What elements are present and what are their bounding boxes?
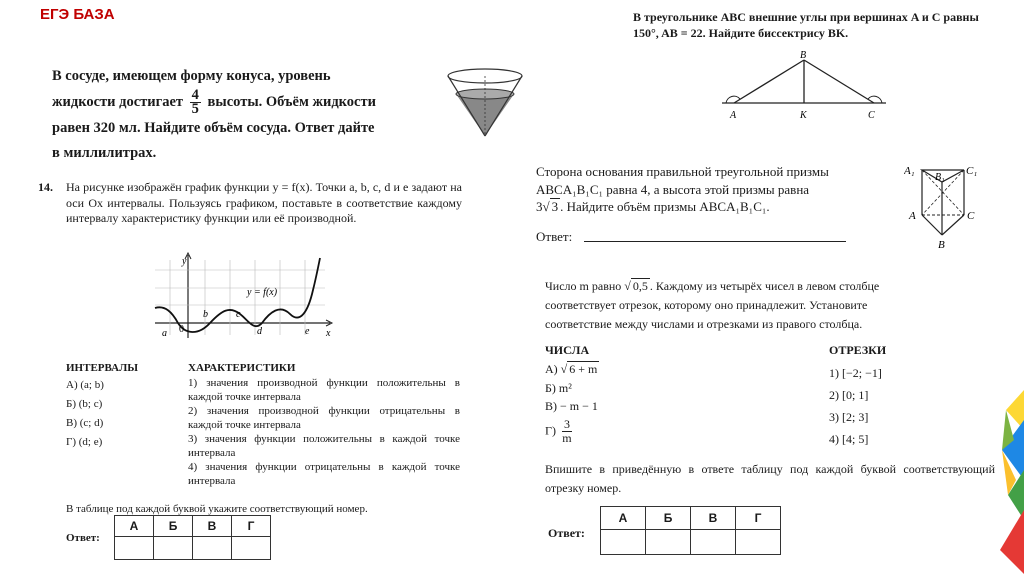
interval-item: Г) (d; e) bbox=[66, 436, 103, 448]
segment-item: 1) [−2; −1] bbox=[829, 366, 882, 380]
letter-cell: Г bbox=[232, 516, 271, 537]
number-item-c bbox=[545, 399, 598, 415]
cone-line-4: в миллилитрах. bbox=[52, 145, 157, 161]
fraction-4-5 bbox=[190, 89, 201, 116]
number-item-b bbox=[545, 381, 572, 397]
numbers-line-1-pre: Число m равно bbox=[545, 279, 622, 293]
number-c-expr: − m − 1 bbox=[560, 399, 598, 413]
triangle-text bbox=[633, 10, 1003, 41]
graph-point-c: c bbox=[236, 309, 241, 320]
triangle-line-1: В треугольнике ABC внешние углы при вершинах A и C равны bbox=[633, 10, 979, 24]
intervals-list bbox=[66, 376, 104, 452]
chars-header: ХАРАКТЕРИСТИКИ bbox=[188, 362, 296, 374]
number-d-den: m bbox=[562, 431, 572, 445]
interval-item: Б) (b; c) bbox=[66, 398, 103, 410]
table-instruction: В таблице под каждой буквой укажите соответствующий номер. bbox=[66, 503, 368, 515]
answer-table-numbers bbox=[600, 506, 781, 555]
char-item: 3) значения функции положительны в каждой точке интервала bbox=[188, 433, 460, 459]
prism-label-b: B bbox=[938, 239, 945, 251]
graph-zero: 0 bbox=[179, 324, 184, 335]
segments-col-header: ОТРЕЗКИ bbox=[829, 343, 887, 357]
graph-point-d: d bbox=[257, 326, 262, 337]
answer-cell[interactable] bbox=[601, 530, 646, 555]
tri-label-k: K bbox=[800, 110, 807, 121]
graph-point-b: b bbox=[203, 309, 208, 320]
letter-cell: В bbox=[691, 507, 736, 530]
tri-label-c: C bbox=[868, 110, 875, 121]
answer-table-14 bbox=[114, 515, 271, 560]
prism-line-2: ABCA₁B₁C₁ равна 4, а высота этой призмы равна bbox=[536, 181, 810, 197]
cone-line-2 bbox=[52, 89, 402, 116]
number-c-label: В) bbox=[545, 399, 557, 413]
segment-item: 3) [2; 3] bbox=[829, 410, 869, 424]
page-title: ЕГЭ БАЗА bbox=[40, 6, 115, 23]
numbers-line-3: соответствие между числами и отрезками из правого столбца. bbox=[545, 317, 863, 331]
letter-cell: В bbox=[193, 516, 232, 537]
numbers-instruction: Впишите в приведённую в ответе таблицу под каждой буквой соответствующий отрезку номер. bbox=[545, 462, 995, 495]
answer-cell[interactable] bbox=[736, 530, 781, 555]
prism-text bbox=[536, 163, 892, 216]
intervals-header: ИНТЕРВАЛЫ bbox=[66, 362, 139, 374]
numbers-text bbox=[545, 277, 995, 334]
char-item: 4) значения функции отрицательны в каждой точке интервала bbox=[188, 461, 460, 487]
tri-label-a: A bbox=[730, 110, 737, 121]
numbers-root: 0,5 bbox=[632, 279, 648, 293]
prism-answer-label: Ответ: bbox=[536, 229, 573, 244]
graph-point-e: e bbox=[305, 326, 310, 337]
letter-cell: Б bbox=[646, 507, 691, 530]
tri-label-b: B bbox=[800, 50, 807, 61]
prism-line-3: 3√ 3 . Найдите объём призмы ABCA₁B₁C₁. bbox=[536, 199, 770, 214]
decorative-corner-graphic bbox=[994, 390, 1024, 574]
number-item-d bbox=[545, 418, 575, 445]
triangle-figure bbox=[716, 48, 892, 124]
segment-item: 4) [4; 5] bbox=[829, 432, 869, 446]
number-a-expr: 6 + m bbox=[569, 362, 598, 376]
cone-line-2-post: высоты. Объём жидкости bbox=[207, 93, 376, 110]
prism-label-c1: C₁ bbox=[966, 165, 978, 177]
number-d-label: Г) bbox=[545, 423, 556, 438]
number-item-a: А) √ 6 + m bbox=[545, 362, 598, 376]
graph-func-label: y = f(x) bbox=[247, 287, 278, 298]
numbers-col-header: ЧИСЛА bbox=[545, 343, 590, 357]
numbers-line-1-post: . Каждому из четырёх чисел в левом столбце bbox=[649, 279, 880, 293]
answer-cell[interactable] bbox=[154, 537, 193, 560]
number-a-label: А) bbox=[545, 362, 558, 376]
task-cone-text bbox=[52, 64, 402, 166]
frac-den: 5 bbox=[191, 101, 199, 117]
prism-label-b1: B₁ bbox=[935, 172, 945, 183]
answer-cell[interactable] bbox=[691, 530, 736, 555]
prism-label-a: A bbox=[909, 210, 916, 222]
graph-point-a: a bbox=[162, 328, 167, 339]
function-graph bbox=[150, 250, 340, 340]
answer-cell[interactable] bbox=[193, 537, 232, 560]
prism-h-coef: 3 bbox=[536, 199, 543, 214]
cone-line-2-pre: жидкости достигает bbox=[52, 93, 184, 110]
cone-line-1: В сосуде, имеющем форму конуса, уровень bbox=[52, 68, 331, 84]
number-d-num: 3 bbox=[563, 417, 570, 431]
graph-x-label: x bbox=[326, 328, 331, 339]
cone-figure bbox=[440, 66, 530, 140]
letter-cell: А bbox=[115, 516, 154, 537]
task14-text: На рисунке изображён график функции y = f(x). Точки a, b, c, d и e задают на оси Ox интервалы. Пользуясь графиком, поставьте в соответствие каждому интервалу характеристику функции или её производной. bbox=[66, 180, 462, 225]
triangle-line-2: 150°, AB = 22. Найдите биссектрису BK. bbox=[633, 25, 849, 40]
number-b-label: Б) bbox=[545, 381, 556, 395]
chars-list bbox=[188, 376, 460, 488]
answer-cell[interactable] bbox=[646, 530, 691, 555]
letter-cell: Г bbox=[736, 507, 781, 530]
segment-item: 2) [0; 1] bbox=[829, 388, 869, 402]
prism-answer-line[interactable] bbox=[584, 241, 846, 242]
prism-figure bbox=[904, 160, 986, 252]
graph-y-label: y bbox=[182, 256, 187, 267]
answer-label-numbers: Ответ: bbox=[548, 526, 585, 540]
cone-line-3: равен 320 мл. Найдите объём сосуда. Ответ дайте bbox=[52, 120, 375, 136]
answer-label-14: Ответ: bbox=[66, 532, 100, 544]
prism-line-3-rest: . Найдите объём призмы ABCA₁B₁C₁. bbox=[560, 199, 770, 214]
prism-label-c: C bbox=[967, 210, 975, 222]
task14-number: 14. bbox=[38, 180, 53, 194]
char-item: 2) значения производной функции отрицательны в каждой точке интервала bbox=[188, 405, 460, 431]
interval-item: А) (a; b) bbox=[66, 379, 104, 391]
letter-cell: Б bbox=[154, 516, 193, 537]
frac-num: 4 bbox=[191, 87, 199, 103]
char-item: 1) значения производной функции положительны в каждой точке интервала bbox=[188, 377, 460, 403]
numbers-line-1: Число m равно √ 0,5 . Каждому из четырёх чисел в левом столбце bbox=[545, 279, 880, 293]
letter-cell: А bbox=[601, 507, 646, 530]
segments-list bbox=[829, 362, 882, 450]
numbers-line-2: соответствует отрезок, которому оно принадлежит. Установите bbox=[545, 298, 868, 312]
number-b-expr: m² bbox=[558, 381, 572, 395]
answer-cell[interactable] bbox=[115, 537, 154, 560]
prism-label-a1: A₁ bbox=[904, 165, 915, 177]
number-d-frac bbox=[562, 418, 572, 445]
interval-item: В) (c; d) bbox=[66, 417, 104, 429]
answer-cell[interactable] bbox=[232, 537, 271, 560]
prism-line-1: Сторона основания правильной треугольной призмы bbox=[536, 164, 829, 179]
prism-h-root: 3 bbox=[551, 199, 559, 214]
